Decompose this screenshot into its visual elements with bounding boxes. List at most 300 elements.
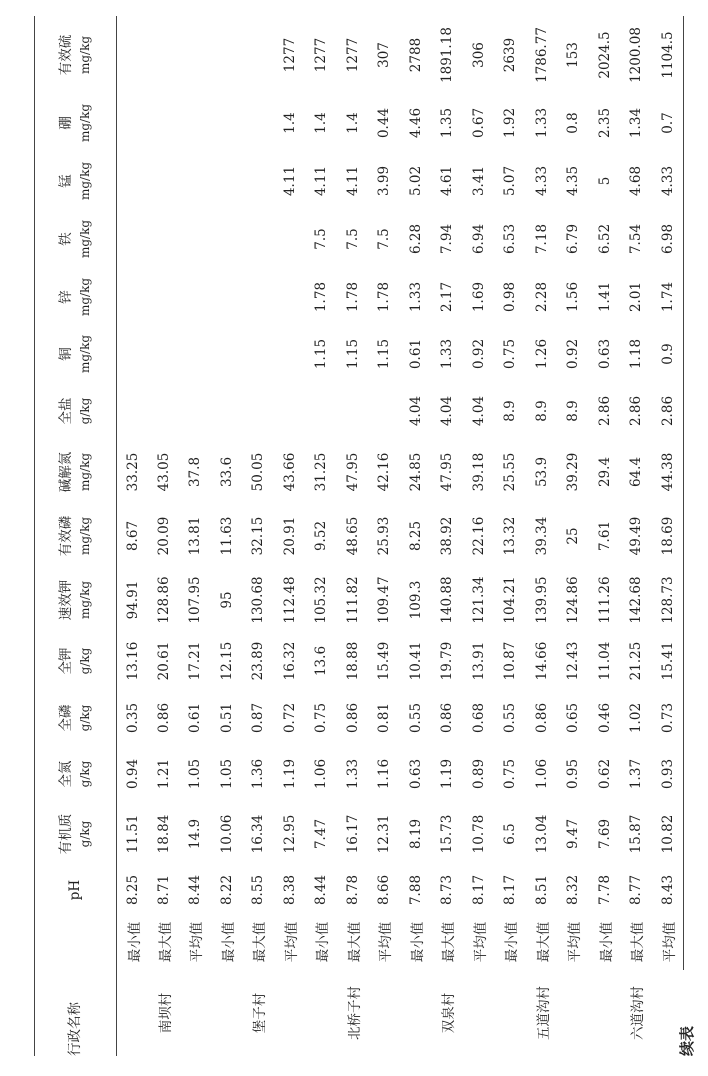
header-cell (35, 440, 117, 504)
value-cell: 112.48 (281, 576, 298, 624)
village-name-cell: 六道沟村 (630, 986, 647, 1040)
value-cell: 1.05 (218, 758, 235, 790)
header-unit: g/kg (77, 397, 92, 425)
table-row (148, 16, 180, 1056)
value-cell (274, 268, 306, 326)
value-cell: 0.86 (439, 702, 456, 734)
value-cell: 140.88 (439, 576, 456, 624)
value-cell: 4.61 (439, 165, 456, 197)
value-cell: 1104.5 (652, 16, 684, 94)
stat-label-cell: 最大值 (441, 921, 458, 963)
value-cell: 29.4 (596, 456, 613, 488)
value-cell: 13.16 (124, 641, 141, 681)
table-row (495, 16, 527, 1056)
value-cell: 1.33 (533, 107, 550, 139)
value-cell: 8.17 (502, 874, 519, 906)
value-cell: 12.15 (218, 641, 235, 681)
value-cell: 24.85 (407, 452, 424, 492)
value-cell: 20.61 (155, 641, 172, 681)
value-cell: 10.06 (218, 814, 235, 854)
value-cell: 0.93 (652, 746, 684, 802)
value-cell (211, 16, 243, 94)
value-cell: 109.47 (376, 576, 393, 624)
value-cell: 1.18 (628, 338, 645, 370)
value-cell: 0.87 (250, 702, 267, 734)
value-cell: 2788 (407, 37, 424, 73)
value-cell: 1.26 (533, 338, 550, 370)
header-name: 有效硫 (57, 34, 74, 76)
value-cell: 8.19 (407, 818, 424, 850)
value-cell: 25.93 (376, 516, 393, 556)
header-unit: mg/kg (77, 580, 92, 620)
header-name: 全磷 (57, 704, 74, 732)
table-row (652, 16, 684, 1056)
value-cell: 7.88 (407, 874, 424, 906)
value-cell: 1786.77 (533, 27, 550, 83)
table-row (337, 16, 369, 1056)
header-unit: mg/kg (77, 103, 92, 143)
header-name: 行政名称 (67, 1002, 83, 1056)
value-cell: 1.16 (376, 758, 393, 790)
value-cell: 1.34 (628, 107, 645, 139)
stat-label-cell: 最小值 (598, 921, 615, 963)
header-cell (35, 152, 117, 210)
header-name: 全氮 (57, 760, 74, 788)
stat-label-cell: 平均值 (567, 921, 584, 963)
value-cell: 15.49 (376, 641, 393, 681)
value-cell (180, 326, 212, 382)
value-cell (211, 268, 243, 326)
stat-label-cell: 最小值 (220, 921, 237, 963)
value-cell: 0.51 (218, 702, 235, 734)
value-cell: 6.52 (596, 223, 613, 255)
table-row (211, 16, 243, 1056)
stat-label-cell: 平均值 (283, 921, 300, 963)
value-cell: 1.33 (407, 281, 424, 313)
value-cell: 20.91 (281, 516, 298, 556)
value-cell: 4.11 (313, 165, 330, 197)
value-cell: 14.66 (533, 641, 550, 681)
value-cell: 16.34 (250, 814, 267, 854)
value-cell: 1277 (281, 37, 298, 73)
header-cell (35, 802, 117, 866)
header-cell (35, 970, 117, 1056)
header-unit: g/kg (77, 704, 92, 732)
value-cell (148, 16, 180, 94)
table-row (432, 16, 464, 1056)
value-cell: 7.54 (628, 223, 645, 255)
value-cell: 43.66 (281, 452, 298, 492)
header-name: 有机质 (57, 813, 74, 855)
table-row (369, 16, 401, 1056)
table-row (589, 16, 621, 1056)
value-cell: 2024.5 (596, 31, 613, 79)
value-cell: 1.92 (502, 107, 519, 139)
value-cell (180, 268, 212, 326)
value-cell (243, 16, 275, 94)
value-cell: 8.51 (533, 874, 550, 906)
value-cell: 8.43 (652, 866, 684, 914)
value-cell: 0.86 (155, 702, 172, 734)
value-cell: 153 (565, 42, 582, 68)
value-cell: 0.68 (470, 702, 487, 734)
value-cell (117, 94, 149, 152)
header-name: 速效钾 (57, 579, 74, 621)
value-cell: 8.73 (439, 874, 456, 906)
value-cell (148, 326, 180, 382)
value-cell: 8.9 (565, 400, 582, 422)
header-name: 锰 (57, 174, 74, 188)
value-cell: 306 (470, 42, 487, 68)
value-cell (211, 94, 243, 152)
table-row (621, 16, 653, 1056)
value-cell (117, 210, 149, 268)
value-cell (180, 94, 212, 152)
value-cell (243, 94, 275, 152)
value-cell: 121.34 (470, 576, 487, 624)
value-cell: 6.94 (470, 223, 487, 255)
value-cell: 48.65 (344, 516, 361, 556)
value-cell: 105.32 (313, 576, 330, 624)
value-cell: 7.47 (313, 818, 330, 850)
value-cell (180, 152, 212, 210)
value-cell: 8.38 (281, 874, 298, 906)
value-cell: 7.18 (533, 223, 550, 255)
value-cell: 0.67 (470, 107, 487, 139)
value-cell: 2.86 (628, 395, 645, 427)
value-cell: 33.25 (124, 452, 141, 492)
value-cell: 42.16 (376, 452, 393, 492)
value-cell: 104.21 (502, 576, 519, 624)
value-cell: 0.75 (502, 758, 519, 790)
value-cell (148, 94, 180, 152)
value-cell: 0.98 (502, 281, 519, 313)
value-cell: 25 (565, 527, 582, 545)
value-cell: 2.35 (596, 107, 613, 139)
value-cell: 0.89 (470, 758, 487, 790)
value-cell: 3.41 (470, 165, 487, 197)
value-cell: 25.55 (502, 452, 519, 492)
soil-nutrient-table (34, 16, 684, 1056)
value-cell: 12.95 (281, 814, 298, 854)
value-cell: 94.91 (124, 580, 141, 620)
value-cell: 139.95 (533, 576, 550, 624)
value-cell: 107.95 (187, 576, 204, 624)
value-cell: 50.05 (250, 452, 267, 492)
header-cell (35, 504, 117, 568)
value-cell: 4.68 (628, 165, 645, 197)
value-cell: 1.4 (313, 112, 330, 134)
value-cell: 8.71 (155, 874, 172, 906)
value-cell: 13.81 (187, 516, 204, 556)
table-row (526, 16, 558, 1056)
value-cell: 0.35 (124, 702, 141, 734)
header-unit: mg/kg (77, 219, 92, 259)
header-name: 碱解氮 (57, 451, 74, 493)
value-cell: 10.87 (502, 641, 519, 681)
value-cell: 1.78 (376, 281, 393, 313)
value-cell: 307 (376, 42, 393, 68)
value-cell: 4.35 (565, 165, 582, 197)
value-cell: 4.11 (344, 165, 361, 197)
value-cell: 16.32 (281, 641, 298, 681)
value-cell: 0.61 (407, 338, 424, 370)
header-name: 铁 (57, 232, 74, 246)
value-cell (243, 326, 275, 382)
header-unit: g/kg (77, 820, 92, 848)
value-cell: 8.77 (628, 874, 645, 906)
header-unit: mg/kg (77, 452, 92, 492)
header-unit: g/kg (77, 647, 92, 675)
table-row (274, 16, 306, 1056)
value-cell: 0.92 (565, 338, 582, 370)
value-cell: 8.55 (250, 874, 267, 906)
stat-label-cell: 最大值 (630, 921, 647, 963)
value-cell: 18.84 (155, 814, 172, 854)
stat-label-cell: 平均值 (189, 921, 206, 963)
value-cell: 1.05 (187, 758, 204, 790)
header-cell (35, 690, 117, 746)
value-cell: 130.68 (250, 576, 267, 624)
value-cell: 4.33 (652, 152, 684, 210)
stat-label-cell: 最大值 (157, 921, 174, 963)
value-cell (211, 382, 243, 440)
value-cell: 32.15 (250, 516, 267, 556)
value-cell: 39.34 (533, 516, 550, 556)
value-cell (243, 152, 275, 210)
stat-label-cell: 平均值 (652, 914, 684, 970)
village-name-cell: 北桥子村 (346, 986, 363, 1040)
value-cell: 1.19 (281, 758, 298, 790)
value-cell: 6.79 (565, 223, 582, 255)
value-cell: 1.15 (344, 338, 361, 370)
value-cell: 1.41 (596, 281, 613, 313)
value-cell: 1.78 (313, 281, 330, 313)
value-cell: 1.56 (565, 281, 582, 313)
value-cell: 5.02 (407, 165, 424, 197)
value-cell: 15.73 (439, 814, 456, 854)
value-cell (243, 268, 275, 326)
value-cell: 95 (218, 591, 235, 609)
village-name-cell: 五道沟村 (535, 986, 552, 1040)
value-cell: 142.68 (628, 576, 645, 624)
value-cell: 6.53 (502, 223, 519, 255)
header-unit: mg/kg (77, 516, 92, 556)
value-cell: 1.33 (439, 338, 456, 370)
value-cell: 4.04 (470, 395, 487, 427)
value-cell (243, 210, 275, 268)
village-name-cell: 堡子村 (252, 992, 269, 1034)
value-cell (148, 152, 180, 210)
table-row (400, 16, 432, 1056)
stat-label-cell: 平均值 (378, 921, 395, 963)
value-cell: 1.4 (281, 112, 298, 134)
value-cell: 7.78 (596, 874, 613, 906)
value-cell: 20.09 (155, 516, 172, 556)
header-cell (35, 632, 117, 690)
value-cell (148, 382, 180, 440)
value-cell (117, 326, 149, 382)
value-cell: 53.9 (533, 456, 550, 488)
value-cell: 1200.08 (628, 27, 645, 83)
value-cell: 0.9 (652, 326, 684, 382)
stat-label-cell: 平均值 (472, 921, 489, 963)
value-cell: 22.16 (470, 516, 487, 556)
header-cell (35, 568, 117, 632)
value-cell: 44.38 (652, 440, 684, 504)
value-cell: 0.63 (596, 338, 613, 370)
value-cell: 2639 (502, 37, 519, 73)
value-cell: 9.47 (565, 818, 582, 850)
header-unit: mg/kg (77, 35, 92, 75)
value-cell: 17.21 (187, 641, 204, 681)
value-cell: 124.86 (565, 576, 582, 624)
value-cell: 0.94 (124, 758, 141, 790)
value-cell: 128.86 (155, 576, 172, 624)
value-cell: 1.33 (344, 758, 361, 790)
header-name: 铜 (57, 347, 74, 361)
value-cell: 5.07 (502, 165, 519, 197)
value-cell: 1.36 (250, 758, 267, 790)
stat-label-cell: 最小值 (409, 921, 426, 963)
value-cell: 11.63 (218, 516, 235, 556)
stat-label-cell: 最小值 (504, 921, 521, 963)
header-name: 全盐 (57, 397, 74, 425)
header-unit: mg/kg (77, 161, 92, 201)
value-cell (274, 382, 306, 440)
value-cell: 4.46 (407, 107, 424, 139)
value-cell: 7.69 (596, 818, 613, 850)
table-header-row (35, 16, 117, 1056)
value-cell: 1.19 (439, 758, 456, 790)
value-cell: 47.95 (439, 452, 456, 492)
value-cell: 10.41 (407, 641, 424, 681)
value-cell: 1.15 (313, 338, 330, 370)
value-cell: 8.44 (313, 874, 330, 906)
stat-label-cell: 最大值 (535, 921, 552, 963)
value-cell: 0.72 (281, 702, 298, 734)
value-cell: 8.17 (470, 874, 487, 906)
value-cell (337, 382, 369, 440)
value-cell (148, 210, 180, 268)
table-row (243, 16, 275, 1056)
value-cell (180, 16, 212, 94)
value-cell: 13.32 (502, 516, 519, 556)
value-cell: 8.32 (565, 874, 582, 906)
value-cell: 47.95 (344, 452, 361, 492)
value-cell: 43.05 (155, 452, 172, 492)
value-cell (211, 152, 243, 210)
value-cell: 9.52 (313, 520, 330, 552)
value-cell (117, 382, 149, 440)
village-name-cell: 南坝村 (158, 992, 174, 1034)
value-cell: 4.11 (281, 165, 298, 197)
value-cell (274, 326, 306, 382)
header-cell (35, 866, 117, 914)
value-cell: 38.92 (439, 516, 456, 556)
value-cell: 0.81 (376, 702, 393, 734)
village-name-cell: 双泉村 (441, 992, 458, 1034)
value-cell: 21.25 (628, 641, 645, 681)
header-cell (35, 94, 117, 152)
value-cell: 1.37 (628, 758, 645, 790)
value-cell: 7.5 (344, 228, 361, 250)
value-cell: 1.06 (313, 758, 330, 790)
value-cell: 11.04 (596, 641, 613, 681)
table-row (558, 16, 590, 1056)
value-cell: 1.06 (533, 758, 550, 790)
value-cell: 2.17 (439, 281, 456, 313)
table-row (180, 16, 212, 1056)
value-cell: 13.6 (313, 645, 330, 677)
value-cell: 0.73 (652, 690, 684, 746)
value-cell: 16.17 (344, 814, 361, 854)
value-cell: 4.04 (407, 395, 424, 427)
value-cell: 2.28 (533, 281, 550, 313)
value-cell (117, 268, 149, 326)
header-cell (35, 914, 117, 970)
value-cell: 1277 (344, 37, 361, 73)
value-cell (148, 268, 180, 326)
value-cell: 23.89 (250, 641, 267, 681)
header-cell (35, 210, 117, 268)
value-cell: 0.92 (470, 338, 487, 370)
value-cell: 11.51 (124, 814, 141, 854)
value-cell: 1.69 (470, 281, 487, 313)
value-cell: 2.86 (596, 395, 613, 427)
value-cell (369, 382, 401, 440)
stat-label-cell: 最小值 (315, 921, 332, 963)
value-cell (274, 210, 306, 268)
header-name: 硼 (57, 116, 74, 130)
value-cell: 33.6 (218, 456, 235, 488)
value-cell: 7.61 (596, 520, 613, 552)
value-cell: 0.55 (407, 702, 424, 734)
stat-label-cell: 最大值 (252, 921, 269, 963)
value-cell: 15.87 (628, 814, 645, 854)
value-cell: 3.99 (376, 165, 393, 197)
value-cell: 8.9 (502, 400, 519, 422)
header-unit: g/kg (77, 760, 92, 788)
value-cell: 7.5 (376, 228, 393, 250)
value-cell: 64.4 (628, 456, 645, 488)
header-name: pH (67, 879, 83, 901)
value-cell (243, 382, 275, 440)
value-cell (180, 210, 212, 268)
value-cell (211, 326, 243, 382)
value-cell: 8.78 (344, 874, 361, 906)
value-cell: 0.86 (344, 702, 361, 734)
value-cell: 15.41 (652, 632, 684, 690)
header-cell (35, 326, 117, 382)
value-cell: 2.86 (652, 382, 684, 440)
value-cell (117, 16, 149, 94)
value-cell: 39.29 (565, 452, 582, 492)
value-cell: 4.04 (439, 395, 456, 427)
value-cell: 4.33 (533, 165, 550, 197)
header-cell (35, 382, 117, 440)
value-cell: 1.78 (344, 281, 361, 313)
value-cell: 0.7 (652, 94, 684, 152)
value-cell: 8.67 (124, 520, 141, 552)
value-cell: 1.4 (344, 112, 361, 134)
value-cell: 12.43 (565, 641, 582, 681)
header-name: 锌 (57, 290, 74, 304)
value-cell: 1.02 (628, 702, 645, 734)
value-cell: 8.25 (407, 520, 424, 552)
value-cell: 7.94 (439, 223, 456, 255)
header-unit: mg/kg (77, 277, 92, 317)
